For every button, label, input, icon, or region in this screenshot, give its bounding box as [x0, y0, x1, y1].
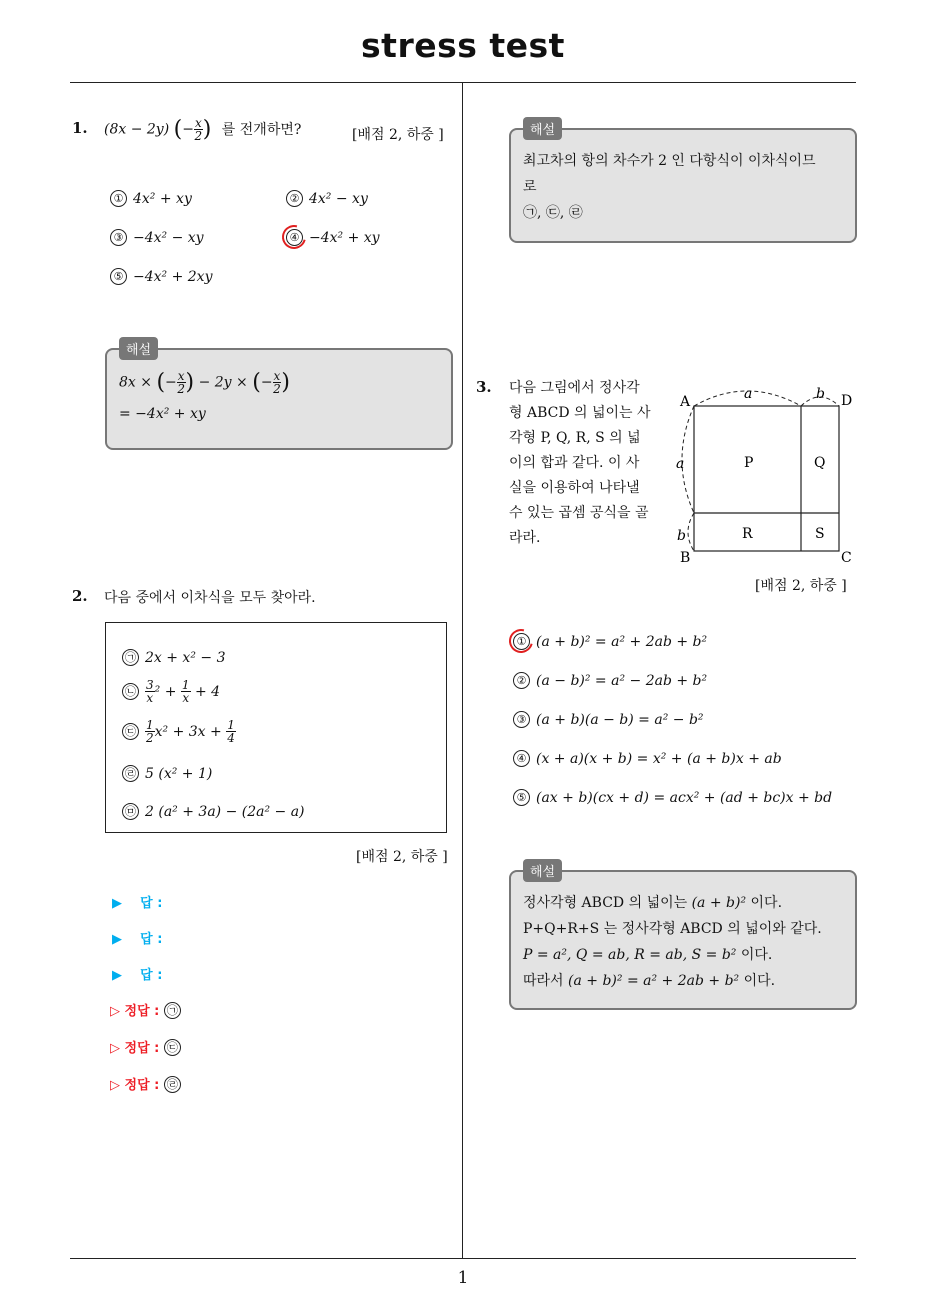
- header-rule: [70, 82, 856, 83]
- q1-explanation-tag: 해설: [119, 337, 158, 360]
- footer-rule: [70, 1258, 856, 1259]
- q1-text: 를 전개하면?: [221, 121, 302, 138]
- q2-answer-3[interactable]: ▶ 답 :: [112, 968, 163, 983]
- q1-choice-5[interactable]: ⑤ −4x² + 2xy: [110, 268, 213, 285]
- q2-item-5: ㉤ 2 (a² + 3a) − (2a² − a): [122, 803, 305, 820]
- label-A: A: [680, 394, 691, 410]
- q2-explanation-line3: ㉠, ㉢, ㉣: [523, 205, 583, 221]
- q1-explanation-line2: = −4x² + xy: [119, 406, 206, 422]
- q3-choice-5[interactable]: ⑤ (ax + b)(cx + d) = acx² + (ad + bc)x + bd: [513, 789, 832, 806]
- label-P: P: [744, 455, 754, 471]
- q3-explanation-tag: 해설: [523, 859, 562, 882]
- q2-text: 다음 중에서 이차식을 모두 찾아라.: [104, 590, 316, 606]
- q2-correct-1: ▷ 정답 : ㉠: [110, 1000, 187, 1019]
- q1-explanation-box: [105, 343, 453, 450]
- q3-choice-1[interactable]: ① (a + b)² = a² + 2ab + b²: [513, 633, 707, 650]
- q3-explanation-line2: P+Q+R+S 는 정사각형 ABCD 의 넓이와 같다.: [523, 921, 822, 937]
- q1-score: [배점 2, 하중 ]: [352, 127, 444, 143]
- q2-explanation-line1: 최고차의 항의 차수가 2 인 다항식이 이차식이므: [523, 153, 816, 169]
- q2-item-3: ㉢ $\frac{1}{2}$ x² + 3x + $\frac{1}{4}$: [122, 719, 236, 744]
- q1-choice-4[interactable]: ④ −4x² + xy: [286, 229, 380, 246]
- q1-choice-3[interactable]: ③ −4x² − xy: [110, 229, 204, 246]
- q3-explanation-line3: P = a², Q = ab, R = ab, S = b² 이다.: [523, 947, 773, 963]
- q2-item-1: ㉠ 2x + x² − 3: [122, 649, 225, 666]
- q1-choice-1[interactable]: ① 4x² + xy: [110, 190, 192, 207]
- q3-selected-mark: [505, 625, 538, 658]
- q1-explanation-line1: 8x × (− $\frac{x}{2}$ ) − 2y × (− $\frac{x}{2}$ ): [119, 369, 290, 396]
- q2-explanation-line2: 로: [523, 179, 537, 195]
- q3-choice-3[interactable]: ③ (a + b)(a − b) = a² − b²: [513, 711, 704, 728]
- q2-explanation-box: [509, 123, 857, 243]
- q2-answer-2[interactable]: ▶ 답 :: [112, 932, 163, 947]
- q2-item-frame: [105, 622, 447, 833]
- label-C: C: [841, 550, 852, 566]
- q1-statement: (8x − 2y) (− $\frac{x}{2}$ ) 를 전개하면?: [104, 116, 302, 143]
- q3-choice-4[interactable]: ④ (x + a)(x + b) = x² + (a + b)x + ab: [513, 750, 782, 767]
- q3-explanation-line1: 정사각형 ABCD 의 넓이는 (a + b)² 이다.: [523, 895, 783, 911]
- q1-number: 1.: [72, 119, 88, 137]
- column-divider: [462, 83, 463, 1259]
- q2-answer-1[interactable]: ▶ 답 :: [112, 896, 163, 911]
- page-number: 1: [457, 1268, 469, 1288]
- q2-number: 2.: [72, 587, 88, 605]
- q1-selected-mark: [278, 221, 311, 254]
- label-top-a: a: [744, 386, 753, 402]
- q2-item-2: ㉡ $\frac{3}{x}$ ² + $\frac{1}{x}$ + 4: [122, 679, 220, 704]
- q3-explanation-box: [509, 865, 857, 1010]
- q2-score: [배점 2, 하중 ]: [356, 849, 448, 865]
- label-top-b: b: [816, 386, 825, 402]
- label-B: B: [680, 550, 691, 566]
- label-left-b: b: [677, 528, 686, 544]
- q3-score: [배점 2, 하중 ]: [755, 578, 847, 594]
- label-left-a: a: [676, 456, 685, 472]
- q2-correct-3: ▷ 정답 : ㉣: [110, 1074, 187, 1093]
- label-D: D: [841, 393, 853, 409]
- q3-text: 다음 그림에서 정사각 형 ABCD 의 넓이는 사 각형 P, Q, R, S 의 넓 이의 합과 같다. 이 사 실을 이용하여 나타낼 수 있는 곱셈 공식을 골 라라.: [509, 380, 651, 546]
- label-S: S: [815, 526, 825, 542]
- q2-correct-2: ▷ 정답 : ㉢: [110, 1037, 187, 1056]
- label-R: R: [742, 526, 753, 542]
- q3-square-figure: [670, 380, 860, 570]
- q3-choice-2[interactable]: ② (a − b)² = a² − 2ab + b²: [513, 672, 707, 689]
- q2-explanation-tag: 해설: [523, 117, 562, 140]
- q2-item-4: ㉣ 5 (x² + 1): [122, 765, 212, 782]
- label-Q: Q: [814, 455, 826, 471]
- page-title: stress test: [361, 26, 565, 65]
- q1-choice-2[interactable]: ② 4x² − xy: [286, 190, 368, 207]
- q3-explanation-line4: 따라서 (a + b)² = a² + 2ab + b² 이다.: [523, 973, 776, 989]
- q3-number: 3.: [476, 378, 492, 396]
